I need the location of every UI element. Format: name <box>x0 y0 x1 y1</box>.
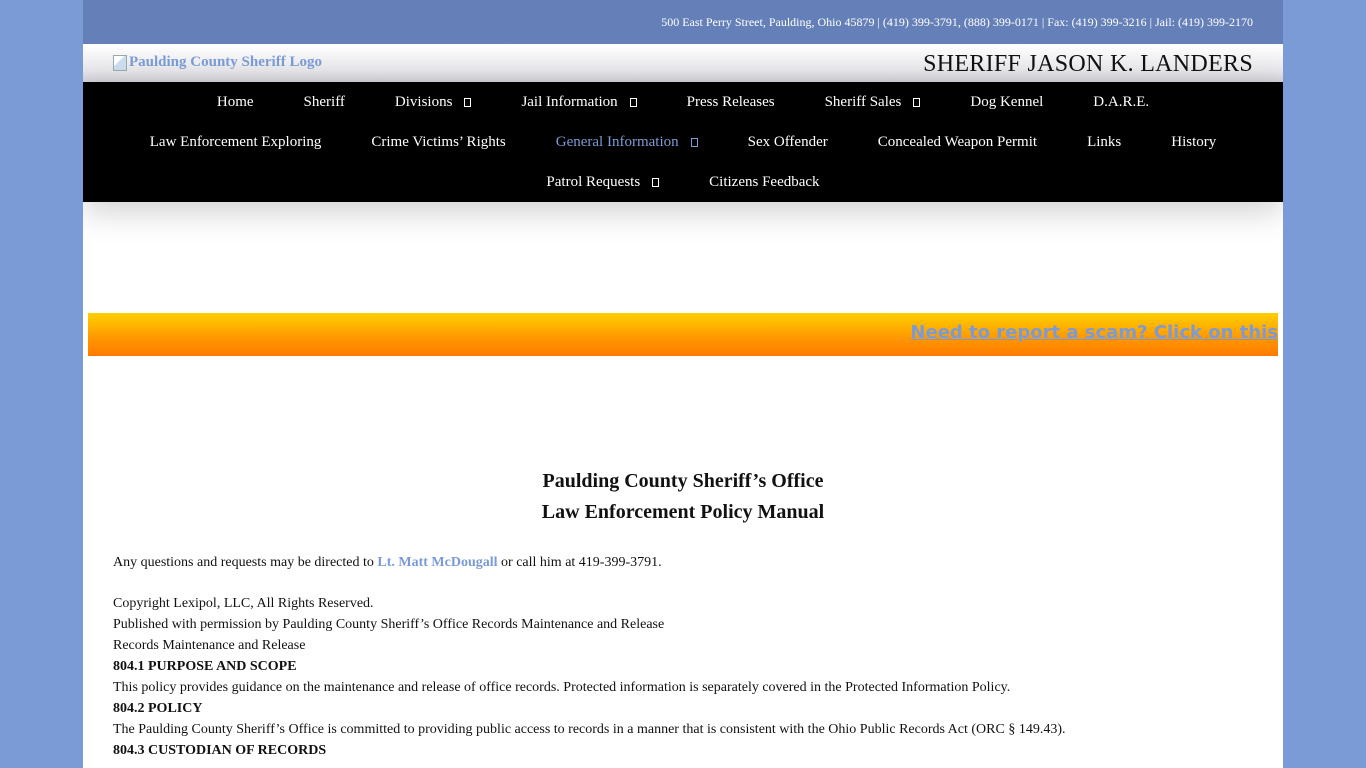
nav-item-label: History <box>1171 133 1217 150</box>
section-paragraph: The Paulding County Sheriff’s Office is committed to providing public access to records in a manner that is consistent with the Ohio Public Records Act (ORC § 149.43). <box>113 722 1066 737</box>
nav-item-label: Sheriff <box>303 93 345 110</box>
nav-item-label: Dog Kennel <box>970 93 1044 110</box>
nav-item-label: Sex Offender <box>747 133 828 150</box>
policy-content <box>113 593 1253 761</box>
nav-item-dog-kennel[interactable] <box>945 94 1068 111</box>
nav-item-sex-offender[interactable] <box>723 134 853 151</box>
nav-item-divisions[interactable] <box>370 94 497 111</box>
nav-item-label: Press Releases <box>686 93 775 110</box>
nav-item-label: Law Enforcement Exploring <box>149 133 322 150</box>
intro-text: Any questions and requests may be directed to <box>113 555 378 570</box>
main-navigation <box>83 82 1283 202</box>
intro-paragraph <box>113 552 1253 573</box>
nav-item-label: Concealed Weapon Permit <box>877 133 1038 150</box>
contact-info: 500 East Perry Street, Paulding, Ohio 45879 | (419) 399-3791, (888) 399-0171 | Fax: (419) 399-3216 | Jail: (419) 399-2170 <box>661 15 1253 29</box>
nav-item-label: D.A.R.E. <box>1093 93 1150 110</box>
nav-item-label: Patrol Requests <box>546 173 641 190</box>
nav-item-label: Divisions <box>394 93 453 110</box>
scam-report-banner[interactable] <box>88 313 1278 356</box>
nav-item-label: Crime Victims’ Rights <box>371 133 506 150</box>
nav-item-sheriff-sales[interactable] <box>800 94 946 111</box>
nav-row <box>83 162 1283 202</box>
contact-person-link[interactable]: Lt. Matt McDougall <box>377 555 498 570</box>
nav-item-press-releases[interactable] <box>662 94 800 111</box>
nav-item-label: Jail Information <box>521 93 618 110</box>
scam-report-link[interactable]: Need to report a scam? Click on this <box>910 322 1278 343</box>
nav-row <box>83 82 1283 122</box>
page <box>83 0 1283 768</box>
nav-item-label: Sheriff Sales <box>824 93 902 110</box>
nav-item-concealed-weapon-permit[interactable] <box>853 134 1062 151</box>
section-paragraph: This policy provides guidance on the maintenance and release of office records. Protected information is separately covered in the Protected Information Policy. <box>113 680 1011 695</box>
nav-item-sheriff[interactable] <box>279 94 370 111</box>
section-heading: 804.1 PURPOSE AND SCOPE <box>113 659 297 674</box>
intro-text-end: or call him at 419-399-3791. <box>497 555 662 570</box>
nav-item-jail-information[interactable] <box>496 94 661 111</box>
section-heading: 804.3 CUSTODIAN OF RECORDS <box>113 743 327 758</box>
nav-item-general-information[interactable] <box>531 134 723 151</box>
nav-item-label: Citizens Feedback <box>709 173 820 190</box>
nav-item-law-enforcement-exploring[interactable] <box>125 134 347 151</box>
nav-item-d-a-r-e[interactable] <box>1068 94 1174 111</box>
nav-item-home[interactable] <box>192 94 279 111</box>
brand-bar <box>83 44 1283 82</box>
contact-bar <box>83 0 1283 44</box>
site-logo[interactable] <box>113 54 322 71</box>
nav-item-crime-victims-rights[interactable] <box>346 134 530 151</box>
dropdown-icon <box>630 98 637 107</box>
document-title: Paulding County Sheriff’s Office <box>542 470 824 492</box>
document-subtitle: Law Enforcement Policy Manual <box>541 501 825 523</box>
logo-alt-text: Paulding County Sheriff Logo <box>129 54 322 70</box>
dropdown-icon <box>913 98 920 107</box>
nav-item-history[interactable] <box>1146 134 1241 151</box>
broken-image-icon <box>113 55 127 71</box>
published-line: Published with permission by Paulding County Sheriff’s Office Records Maintenance and Release <box>113 617 665 632</box>
dropdown-icon <box>652 178 659 187</box>
nav-item-label: Home <box>216 93 254 110</box>
dropdown-icon <box>464 98 471 107</box>
nav-item-citizens-feedback[interactable] <box>684 174 844 191</box>
dropdown-icon <box>691 138 698 147</box>
records-line: Records Maintenance and Release <box>113 638 306 653</box>
nav-item-label: Links <box>1087 133 1122 150</box>
nav-item-label: General Information <box>555 133 679 150</box>
section-heading: 804.2 POLICY <box>113 701 203 716</box>
sheriff-name: SHERIFF JASON K. LANDERS <box>923 51 1253 77</box>
nav-item-patrol-requests[interactable] <box>521 174 684 191</box>
nav-row <box>83 122 1283 162</box>
copyright-line: Copyright Lexipol, LLC, All Rights Reserved. <box>113 596 374 611</box>
nav-item-links[interactable] <box>1062 134 1146 151</box>
